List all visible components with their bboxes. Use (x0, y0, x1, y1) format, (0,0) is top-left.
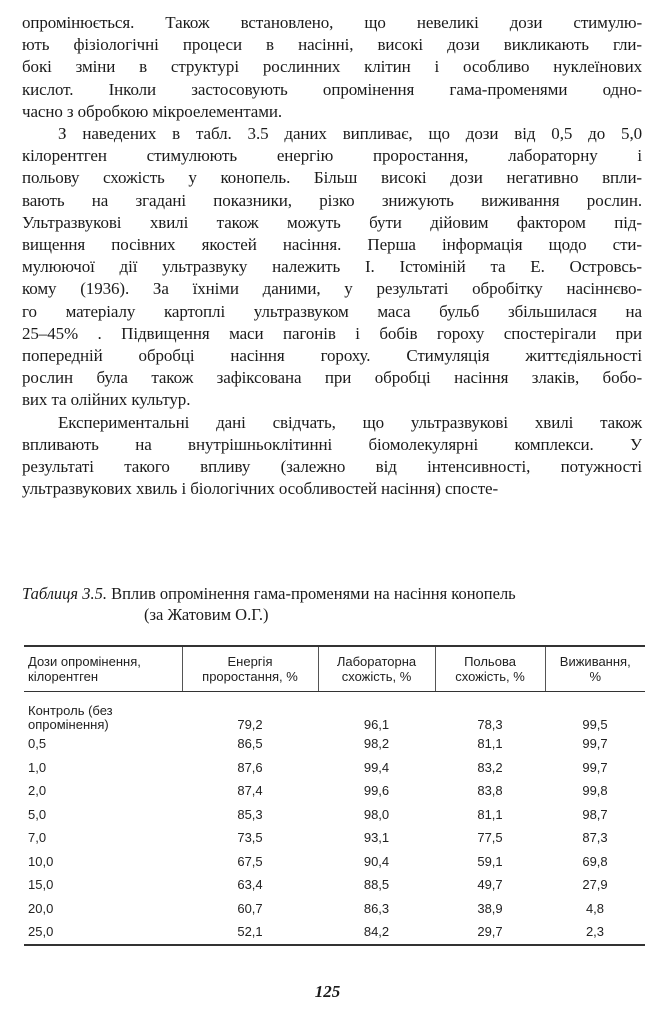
cell-energy: 87,6 (237, 759, 263, 775)
cell-energy: 85,3 (237, 806, 263, 822)
table-caption-label: Таблиця 3.5. (22, 584, 107, 603)
cell-dose (24, 897, 182, 921)
cell-dose-text: 15,0 (28, 877, 54, 893)
cell-field: 81,1 (477, 736, 503, 752)
cell-field: 83,2 (477, 759, 503, 775)
text-line: ультразвукових хвиль і біологічних особливостей насіння) спосте- (22, 479, 499, 499)
text-line: бокі зміни в структурі рослинних клітин і особливо нуклеїнових (22, 57, 642, 77)
table-row (24, 850, 645, 874)
header-energy-l1: Енергія (227, 654, 273, 669)
cell-survival: 2,3 (545, 920, 645, 945)
header-dose-l2: кілорентген (28, 669, 98, 684)
cell-energy: 67,5 (237, 853, 263, 869)
table-header-row (24, 646, 645, 692)
cell-lab: 96,1 (363, 717, 390, 732)
table-row (24, 732, 645, 756)
paragraph-1 (22, 12, 642, 123)
cell-field: 49,7 (477, 877, 503, 893)
cell-field: 78,3 (477, 717, 503, 732)
header-lab (318, 646, 435, 692)
text-line: вих та олійних культур. (22, 390, 191, 410)
cell-survival: 87,3 (582, 830, 608, 846)
cell-survival: 4,8 (585, 900, 605, 916)
text-line: ють фізіологічні процеси в насінні, високі дози викликають гли- (22, 35, 642, 55)
cell-lab: 98,0 (363, 806, 390, 822)
text-line: З наведених в табл. 3.5 даних випливає, що дози від 0,5 до 5,0 (58, 124, 642, 144)
text-line: часно з обробкою мікроелементами. (22, 101, 283, 121)
cell-dose (24, 779, 182, 803)
text-line: Експериментальні дані свідчать, що ультразвукові хвилі також (58, 412, 642, 432)
cell-lab: 93,1 (363, 830, 390, 846)
cell-field: 38,9 (477, 900, 503, 916)
cell-dose-text: 25,0 (28, 924, 54, 940)
cell-dose (24, 920, 182, 945)
cell-lab: 99,6 (363, 783, 390, 799)
header-dose (24, 646, 182, 692)
cell-energy: 79,2 (237, 717, 263, 732)
text-line: мулюючої дії ультразвуку належить І. Істоміній та Е. Островсь- (22, 257, 642, 277)
cell-energy: 86,5 (237, 736, 263, 752)
cell-dose-text: 5,0 (28, 806, 47, 822)
table-caption (22, 583, 644, 625)
cell-dose-text: 0,5 (28, 736, 47, 752)
text-line: впливають на внутрішньоклітинні біомолекулярні комплекси. У (22, 434, 642, 454)
cell-survival: 99,7 (582, 736, 608, 752)
cell-survival: 69,8 (582, 853, 608, 869)
text-line: Ультразвукові хвилі також можуть бути дійовим фактором під- (22, 212, 642, 232)
table-row (24, 803, 645, 827)
header-field-l2: схожість, % (455, 669, 525, 684)
header-energy-l2: проростання, % (202, 669, 298, 684)
cell-survival: 99,8 (582, 783, 608, 799)
cell-energy: 63,4 (237, 877, 263, 893)
table-row (24, 897, 645, 921)
paragraph-3 (22, 412, 642, 501)
cell-field: 59,1 (477, 853, 503, 869)
header-field (435, 646, 545, 692)
cell-dose (24, 826, 182, 850)
cell-survival: 98,7 (582, 806, 608, 822)
text-line: кому (1936). За їхніми даними, у результаті обробітку насіннєво- (22, 279, 642, 299)
header-lab-l1: Лабораторна (336, 654, 417, 669)
cell-lab: 99,4 (363, 759, 390, 775)
cell-dose-text: 2,0 (28, 783, 47, 799)
cell-dose (24, 732, 182, 756)
page-number: 125 (314, 982, 341, 1001)
table-caption-source: (за Жатовим О.Г.) (144, 605, 269, 624)
cell-lab: 90,4 (363, 853, 390, 869)
dose-effect-table (24, 645, 645, 946)
text-line: кілорентген стимулюють енергію проростання, лабораторну і (22, 146, 642, 166)
cell-dose-text: 20,0 (28, 900, 54, 916)
cell-dose (24, 692, 182, 733)
header-dose-l1: Дози опромінення, (28, 654, 141, 669)
cell-field: 81,1 (477, 806, 503, 822)
cell-dose-text: 7,0 (28, 830, 47, 846)
table-row (24, 920, 645, 945)
table-row (24, 779, 645, 803)
text-line: польову схожість у конопель. Більш високі дози негативно впли- (22, 168, 642, 188)
cell-energy: 52,1 (182, 920, 318, 945)
cell-field: 77,5 (477, 830, 503, 846)
cell-survival: 99,5 (582, 717, 608, 732)
text-line: попередній обробці насіння гороху. Стимуляція життєдіяльності (22, 346, 642, 366)
page-body (22, 12, 642, 500)
text-line: кислот. Інколи застосовують опромінення гама-променями одно- (22, 79, 642, 99)
table-row (24, 826, 645, 850)
cell-survival: 99,7 (582, 759, 608, 775)
header-lab-l2: схожість, % (341, 669, 412, 684)
table-caption-text: Вплив опромінення гама-променями на насіння конопель (111, 584, 516, 603)
header-energy (182, 646, 318, 692)
cell-dose-text: Контроль (без (28, 703, 113, 718)
header-survival-l1: Виживання, (559, 654, 631, 669)
cell-dose (24, 873, 182, 897)
table-row (24, 873, 645, 897)
cell-dose-text: 10,0 (28, 853, 54, 869)
cell-lab: 88,5 (363, 877, 390, 893)
cell-lab: 86,3 (363, 900, 390, 916)
cell-lab: 98,2 (363, 736, 390, 752)
cell-dose (24, 756, 182, 780)
text-line: вищення посівних якостей насіння. Перша інформація щодо сти- (22, 235, 642, 255)
header-field-l1: Польова (464, 654, 516, 669)
text-line: 25–45% . Підвищення маси пагонів і бобів гороху спостерігали при (22, 323, 642, 343)
table-row (24, 692, 645, 733)
cell-dose (24, 850, 182, 874)
cell-field: 83,8 (477, 783, 503, 799)
table-body (24, 692, 645, 945)
cell-dose (24, 803, 182, 827)
text-line: вають на згадані показники, різко знижують виживання рослин. (22, 190, 642, 210)
cell-survival: 27,9 (582, 877, 608, 893)
header-survival (545, 646, 645, 692)
cell-field: 29,7 (435, 920, 545, 945)
cell-dose-text: опромінення) (28, 717, 109, 732)
cell-energy: 73,5 (237, 830, 263, 846)
text-line: опромінюється. Також встановлено, що невеликі дози стимулю- (22, 13, 642, 32)
paragraph-2 (22, 123, 642, 412)
text-line: рослин була також зафіксована при обробці насіння злаків, бобо- (22, 368, 642, 388)
cell-energy: 87,4 (237, 783, 263, 799)
cell-lab: 84,2 (318, 920, 435, 945)
table-row (24, 756, 645, 780)
text-line: го матеріалу картоплі ультразвуком маса бульб збільшилася на (22, 301, 642, 321)
header-survival-l2: % (589, 669, 602, 684)
cell-energy: 60,7 (237, 900, 263, 916)
cell-dose-text: 1,0 (28, 759, 47, 775)
text-line: результаті такого впливу (залежно від інтенсивності, потужності (22, 457, 642, 477)
